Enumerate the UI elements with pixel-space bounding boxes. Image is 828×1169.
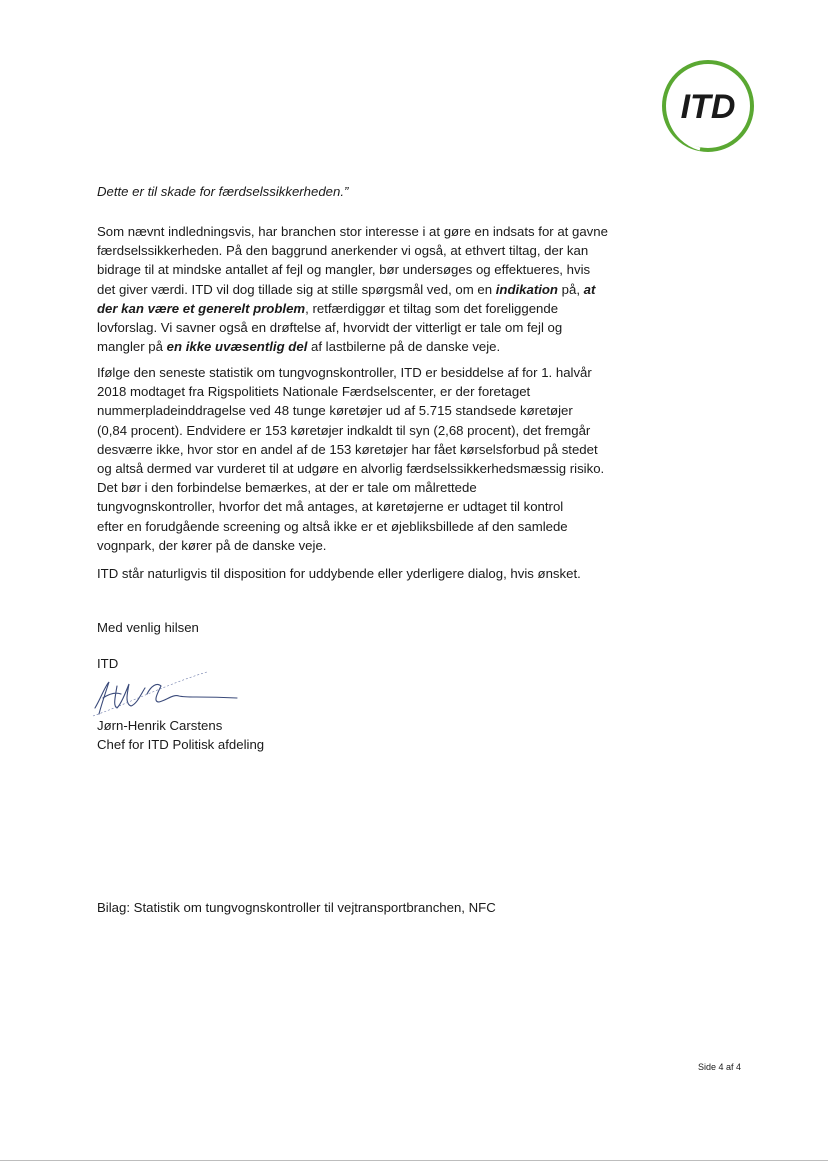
svg-text:ITD: ITD	[680, 88, 736, 126]
attachment-note: Bilag: Statistik om tungvognskontroller til vejtransportbranchen, NFC	[97, 900, 496, 915]
signer-block	[97, 716, 264, 754]
signer-title: Chef for ITD Politisk afdeling	[97, 737, 265, 753]
paragraph-1: Som nævnt indledningsvis, har branchen stor interesse i at gøre en indsats for at gavne færdselssikkerheden. På den baggrund anerkender vi også, at ethvert tiltag, der kan bidrage til at mindske antallet af fejl og mangler, bør undersøges og effektueres, hvis det giver værdi. ITD vil dog tillade sig at stille spørgsmål ved, om en indikation på, at der kan være et generelt problem, retfærdiggør et tiltag som det foreliggende lovforslag. Vi savner også en drøftelse af, hvorvidt der vitterligt er tale om fejl og mangler på en ikke uvæsentlig del af lastbilerne på de danske veje.	[97, 224, 608, 355]
bottom-divider	[0, 1160, 828, 1161]
page-number: Side 4 af 4	[698, 1062, 742, 1072]
closing-greeting: Med venlig hilsen	[97, 620, 199, 635]
organization-name: ITD	[97, 656, 119, 671]
handwritten-signature	[87, 664, 267, 724]
paragraph-3: ITD står naturligvis til disposition for uddybende eller yderligere dialog, hvis ønsket.	[97, 566, 581, 581]
signer-name: Jørn-Henrik Carstens	[97, 718, 223, 733]
quote-line: Dette er til skade for færdselssikkerheden.”	[97, 184, 349, 199]
itd-logo	[660, 58, 756, 154]
paragraph-2: Ifølge den seneste statistik om tungvognskontroller, ITD er besiddelse af for 1. halvår 2018 modtaget fra Rigspolitiets Nationale Færdselscenter, er der foretaget nummerpladeinddragelse ved 48 tunge køretøjer ud af 5.715 standsede køretøjer (0,84 procent). Endvidere er 153 køretøjer indkaldt til syn (2,68 procent), det fremgår desværre ikke, hvor stor en andel af de 153 køretøjer har fået kørselsforbud på stedet og altså dermed var vurderet til at udgøre en alvorlig færdselssikkerhedsmæssig risiko. Det bør i den forbindelse bemærkes, at der er tale om målrettede tungvognskontroller, hvorfor det må antages, at køretøjerne er udtaget til kontrol efter en forudgående screening og altså ikke er et øjebliksbillede af den samlede vognpark, der kører på de danske veje.	[97, 365, 605, 553]
